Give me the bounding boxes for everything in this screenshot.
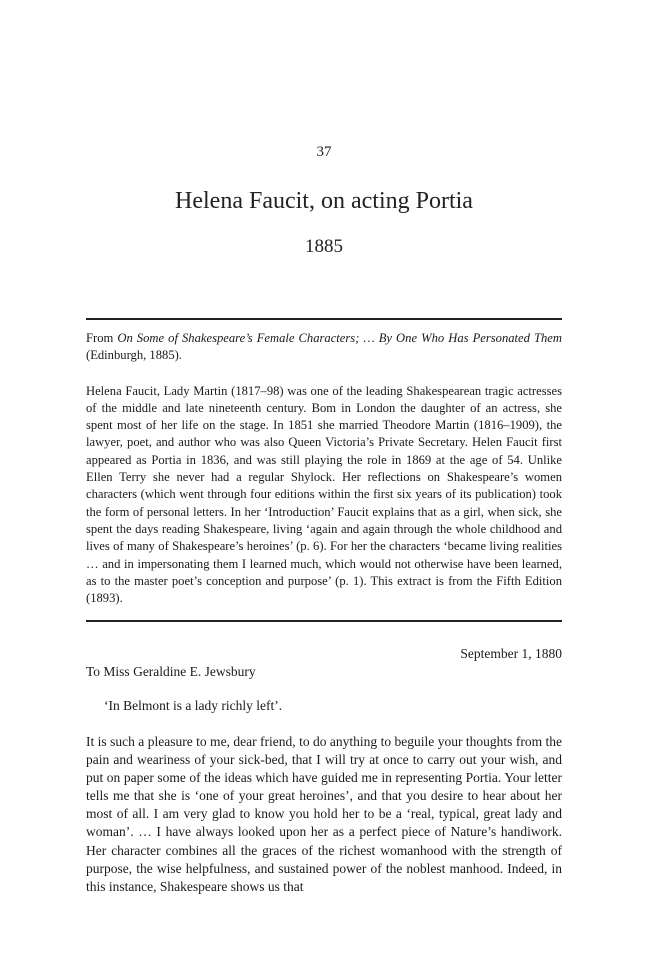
letter-body: [86, 733, 562, 896]
source-suffix: (Edinburgh, 1885).: [86, 348, 182, 363]
headnote: [86, 330, 562, 607]
letter-date: September 1, 1880: [460, 646, 562, 661]
source-prefix: From: [86, 331, 118, 345]
source-title: On Some of Shakespeare’s Female Characters; … By One Who Has Personated Them: [117, 331, 562, 345]
epigraph: ‘In Belmont is a lady richly left’.: [104, 698, 283, 713]
headnote-top-rule: [86, 318, 562, 320]
chapter-title: Helena Faucit, on acting Portia: [175, 188, 473, 214]
headnote-bottom-rule: [86, 620, 562, 622]
chapter-number: 37: [316, 144, 332, 160]
source-citation: [86, 330, 562, 365]
biography-paragraph: Helena Faucit, Lady Martin (1817–98) was one of the leading Shakespearean tragic actresses of the middle and late nineteenth century. Bom in London the daughter of an actress, she spent most of her life on the stage. In 1851 she married Theodore Martin (1816–1909), the lawyer, poet, and author who was also Queen Victoria’s Private Secretary. Helen Faucit first appeared as Portia in 1836, and was still playing the role in 1869 at the age of 54. Unlike Ellen Terry she never had a regular Shylock. Her reflections on Shakespeare’s women characters (which went through four editions within the first six years of its publication) took the form of personal letters. In her ‘Introduction’ Faucit explains that as a girl, when sick, she spent the days reading Shakespeare, living ‘again and again through the whole childhood and lives of many of Shakespeare’s heroines’ (p. 6). For her the characters ‘became living realities … and in impersonating them I learned much, which would not otherwise have been learned, as to the master poet’s conception and purpose’ (p. 1). This extract is from the Fifth Edition (1893).: [86, 383, 562, 606]
letter-paragraph: It is such a pleasure to me, dear friend, to do anything to beguile your thoughts from the pain and weariness of your sick-bed, that I will try at once to carry out your wish, and put on paper some of the ideas which have guided me in representing Portia. Your letter tells me that she is ‘one of your great heroines’, and that you desire to hear about her most of all. I am very glad to know you hold her to be a ‘real, typical, great lady and woman’. … I have always looked upon her as a perfect piece of Nature’s handiwork. Her character combines all the graces of the richest womanhood with the strength of purpose, the wise helpfulness, and sustained power of the noblest manhood. Indeed, in this instance, Shakespeare shows us that: [86, 734, 562, 894]
letter-recipient: To Miss Geraldine E. Jewsbury: [86, 664, 256, 679]
chapter-year: 1885: [305, 236, 343, 257]
